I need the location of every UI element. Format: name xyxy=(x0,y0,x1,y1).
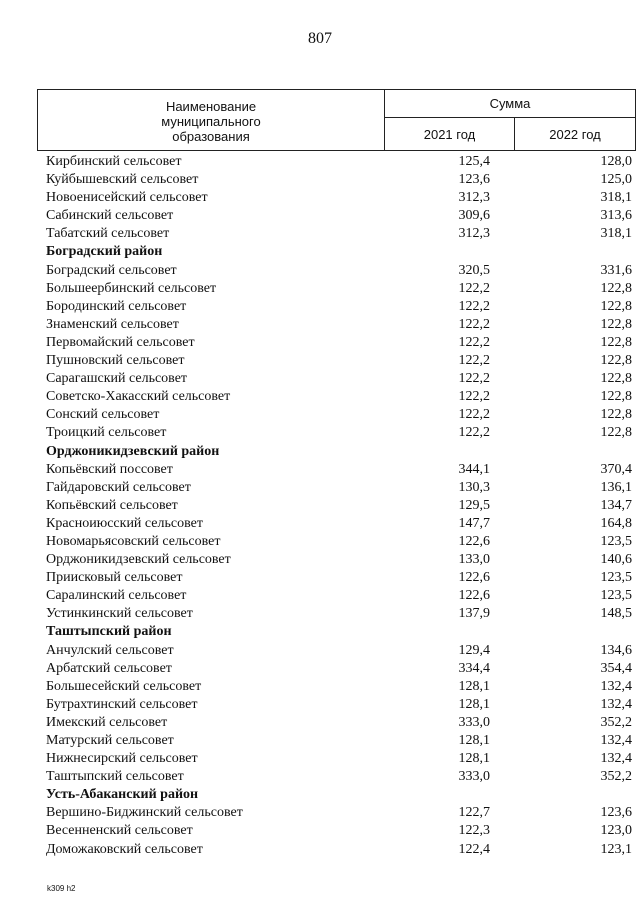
amount-2022: 354,4 xyxy=(600,660,632,676)
municipality-name: Знаменский сельсовет xyxy=(46,316,179,332)
amount-2022: 132,4 xyxy=(600,696,632,712)
district-name: Орджоникидзевский район xyxy=(46,443,220,459)
table-row xyxy=(0,822,640,840)
table-row xyxy=(0,370,640,388)
municipality-name: Сонский сельсовет xyxy=(46,407,160,423)
amount-2021: 122,2 xyxy=(458,334,490,350)
municipality-name: Устинкинский сельсовет xyxy=(46,606,193,622)
amount-2021: 312,3 xyxy=(458,190,490,206)
amount-2021: 334,4 xyxy=(458,660,490,676)
amount-2021: 122,6 xyxy=(458,533,490,549)
district-header-row xyxy=(0,623,640,641)
amount-2022: 123,5 xyxy=(600,570,632,586)
amount-2021: 122,4 xyxy=(458,841,490,857)
municipality-name: Кирбинский сельсовет xyxy=(46,154,182,169)
table-row xyxy=(0,316,640,334)
amount-2021: 320,5 xyxy=(458,262,490,278)
amount-2022: 370,4 xyxy=(600,461,632,477)
amount-2022: 122,8 xyxy=(600,389,632,405)
amount-2021: 122,6 xyxy=(458,570,490,586)
amount-2021: 122,7 xyxy=(458,805,490,821)
amount-2022: 122,8 xyxy=(600,353,632,369)
amount-2022: 134,6 xyxy=(600,642,632,658)
municipality-name: Троицкий сельсовет xyxy=(46,425,167,441)
district-name: Боградский район xyxy=(46,244,163,260)
municipality-name: Таштыпский сельсовет xyxy=(46,769,184,785)
amount-2021: 122,6 xyxy=(458,588,490,604)
header-sum-label: Сумма xyxy=(489,96,531,111)
municipality-name: Табатский сельсовет xyxy=(46,226,170,242)
municipality-name: Бородинский сельсовет xyxy=(46,298,187,314)
table-row xyxy=(0,424,640,442)
district-name: Таштыпский район xyxy=(46,624,172,640)
municipality-name: Красноиюсский сельсовет xyxy=(46,515,203,531)
amount-2022: 123,0 xyxy=(600,823,632,839)
footer-code: k309 h2 xyxy=(47,884,76,893)
table-row xyxy=(0,533,640,551)
table-row xyxy=(0,732,640,750)
table-row xyxy=(0,171,640,189)
amount-2021: 122,3 xyxy=(458,823,490,839)
municipality-name: Матурский сельсовет xyxy=(46,733,174,748)
municipality-name: Сабинский сельсовет xyxy=(46,208,174,224)
amount-2021: 130,3 xyxy=(458,479,490,495)
table-row xyxy=(0,334,640,352)
table-row xyxy=(0,352,640,370)
amount-2021: 333,0 xyxy=(458,714,490,730)
table-body xyxy=(0,153,640,859)
table-row xyxy=(0,660,640,678)
municipality-name: Доможаковский сельсовет xyxy=(46,841,203,857)
district-name: Усть-Абаканский район xyxy=(46,787,199,803)
amount-2021: 122,2 xyxy=(458,389,490,405)
amount-2022: 313,6 xyxy=(600,208,632,224)
amount-2021: 137,9 xyxy=(458,606,490,622)
district-header-row xyxy=(0,786,640,804)
table-row xyxy=(0,388,640,406)
table-row xyxy=(0,406,640,424)
amount-2022: 352,2 xyxy=(600,714,632,730)
amount-2021: 129,5 xyxy=(458,497,490,513)
table-row xyxy=(0,642,640,660)
municipality-name: Копьёвский сельсовет xyxy=(46,497,178,513)
municipality-name: Большеербинский сельсовет xyxy=(46,280,217,296)
amount-2022: 122,8 xyxy=(600,407,632,423)
amount-2022: 352,2 xyxy=(600,769,632,785)
amount-2022: 164,8 xyxy=(600,515,632,531)
amount-2022: 122,8 xyxy=(600,316,632,332)
amount-2022: 318,1 xyxy=(600,190,632,206)
amount-2022: 318,1 xyxy=(600,226,632,242)
table-row xyxy=(0,515,640,533)
municipality-name: Анчулский сельсовет xyxy=(46,642,174,658)
table-row xyxy=(0,461,640,479)
amount-2021: 344,1 xyxy=(458,461,490,477)
header-sum-cell xyxy=(385,90,635,118)
municipality-name: Новомарьясовский сельсовет xyxy=(46,533,221,549)
table-row xyxy=(0,479,640,497)
amount-2022: 125,0 xyxy=(600,172,632,188)
municipality-name: Имекский сельсовет xyxy=(46,714,168,730)
municipality-name: Гайдаровский сельсовет xyxy=(46,479,191,495)
table-row xyxy=(0,189,640,207)
amount-2021: 309,6 xyxy=(458,208,490,224)
header-year-2022-label: 2022 год xyxy=(549,127,601,142)
table-row xyxy=(0,605,640,623)
municipality-name: Нижнесирский сельсовет xyxy=(46,751,198,767)
amount-2022: 132,4 xyxy=(600,678,632,694)
amount-2022: 122,8 xyxy=(600,425,632,441)
table-row xyxy=(0,804,640,822)
table-header xyxy=(37,89,636,151)
municipality-name: Приисковый сельсовет xyxy=(46,570,183,586)
amount-2021: 123,6 xyxy=(458,172,490,188)
municipality-name: Арбатский сельсовет xyxy=(46,660,172,676)
amount-2021: 129,4 xyxy=(458,642,490,658)
amount-2022: 122,8 xyxy=(600,298,632,314)
municipality-name: Копьёвский поссовет xyxy=(46,461,173,477)
amount-2022: 132,4 xyxy=(600,751,632,767)
amount-2022: 132,4 xyxy=(600,733,632,748)
amount-2022: 123,5 xyxy=(600,533,632,549)
table-row xyxy=(0,678,640,696)
municipality-name: Куйбышевский сельсовет xyxy=(46,172,199,188)
amount-2022: 128,0 xyxy=(600,154,632,169)
amount-2021: 128,1 xyxy=(458,733,490,748)
municipality-name: Новоенисейский сельсовет xyxy=(46,190,208,206)
amount-2021: 147,7 xyxy=(458,515,490,531)
amount-2022: 331,6 xyxy=(600,262,632,278)
amount-2022: 122,8 xyxy=(600,334,632,350)
amount-2021: 312,3 xyxy=(458,226,490,242)
amount-2021: 133,0 xyxy=(458,552,490,568)
header-name-cell xyxy=(38,90,385,151)
header-bottom-border xyxy=(37,150,636,151)
municipality-name: Весенненский сельсовет xyxy=(46,823,193,839)
table-row xyxy=(0,262,640,280)
amount-2021: 122,2 xyxy=(458,407,490,423)
amount-2022: 140,6 xyxy=(600,552,632,568)
municipality-name: Бутрахтинский сельсовет xyxy=(46,696,198,712)
table-row xyxy=(0,497,640,515)
municipality-name: Сарагашский сельсовет xyxy=(46,371,188,387)
amount-2022: 123,5 xyxy=(600,588,632,604)
municipality-name: Советско-Хакасский сельсовет xyxy=(46,389,231,405)
page-number: 807 xyxy=(308,30,332,47)
header-name-label: Наименование муниципального образования xyxy=(161,99,261,144)
header-year-2021-label: 2021 год xyxy=(423,127,476,142)
table-row xyxy=(0,551,640,569)
table-row xyxy=(0,298,640,316)
amount-2022: 122,8 xyxy=(600,371,632,387)
amount-2021: 128,1 xyxy=(458,696,490,712)
table-row xyxy=(0,714,640,732)
municipality-name: Пушновский сельсовет xyxy=(46,353,185,369)
amount-2021: 128,1 xyxy=(458,678,490,694)
table-row xyxy=(0,750,640,768)
table-row xyxy=(0,841,640,859)
table-row xyxy=(0,696,640,714)
amount-2021: 122,2 xyxy=(458,425,490,441)
municipality-name: Саралинский сельсовет xyxy=(46,588,187,604)
amount-2022: 123,6 xyxy=(600,805,632,821)
table-row xyxy=(0,153,640,171)
municipality-name: Первомайский сельсовет xyxy=(46,334,195,350)
municipality-name: Вершино-Биджинский сельсовет xyxy=(46,805,243,821)
table-row xyxy=(0,207,640,225)
municipality-name: Боградский сельсовет xyxy=(46,262,177,278)
district-header-row xyxy=(0,243,640,261)
table-row xyxy=(0,569,640,587)
district-header-row xyxy=(0,443,640,461)
header-year-2022-cell xyxy=(515,118,635,151)
municipality-name: Большесейский сельсовет xyxy=(46,678,202,694)
amount-2021: 125,4 xyxy=(458,154,490,169)
table-row xyxy=(0,280,640,298)
amount-2021: 122,2 xyxy=(458,371,490,387)
amount-2021: 122,2 xyxy=(458,316,490,332)
amount-2021: 122,2 xyxy=(458,298,490,314)
amount-2021: 122,2 xyxy=(458,280,490,296)
amount-2022: 122,8 xyxy=(600,280,632,296)
amount-2022: 123,1 xyxy=(600,841,632,857)
municipality-name: Орджоникидзевский сельсовет xyxy=(46,552,231,568)
table-row xyxy=(0,587,640,605)
amount-2022: 148,5 xyxy=(600,606,632,622)
amount-2022: 136,1 xyxy=(600,479,632,495)
amount-2022: 134,7 xyxy=(600,497,632,513)
amount-2021: 333,0 xyxy=(458,769,490,785)
amount-2021: 122,2 xyxy=(458,353,490,369)
header-year-2021-cell xyxy=(385,118,515,151)
table-row xyxy=(0,225,640,243)
amount-2021: 128,1 xyxy=(458,751,490,767)
table-row xyxy=(0,768,640,786)
